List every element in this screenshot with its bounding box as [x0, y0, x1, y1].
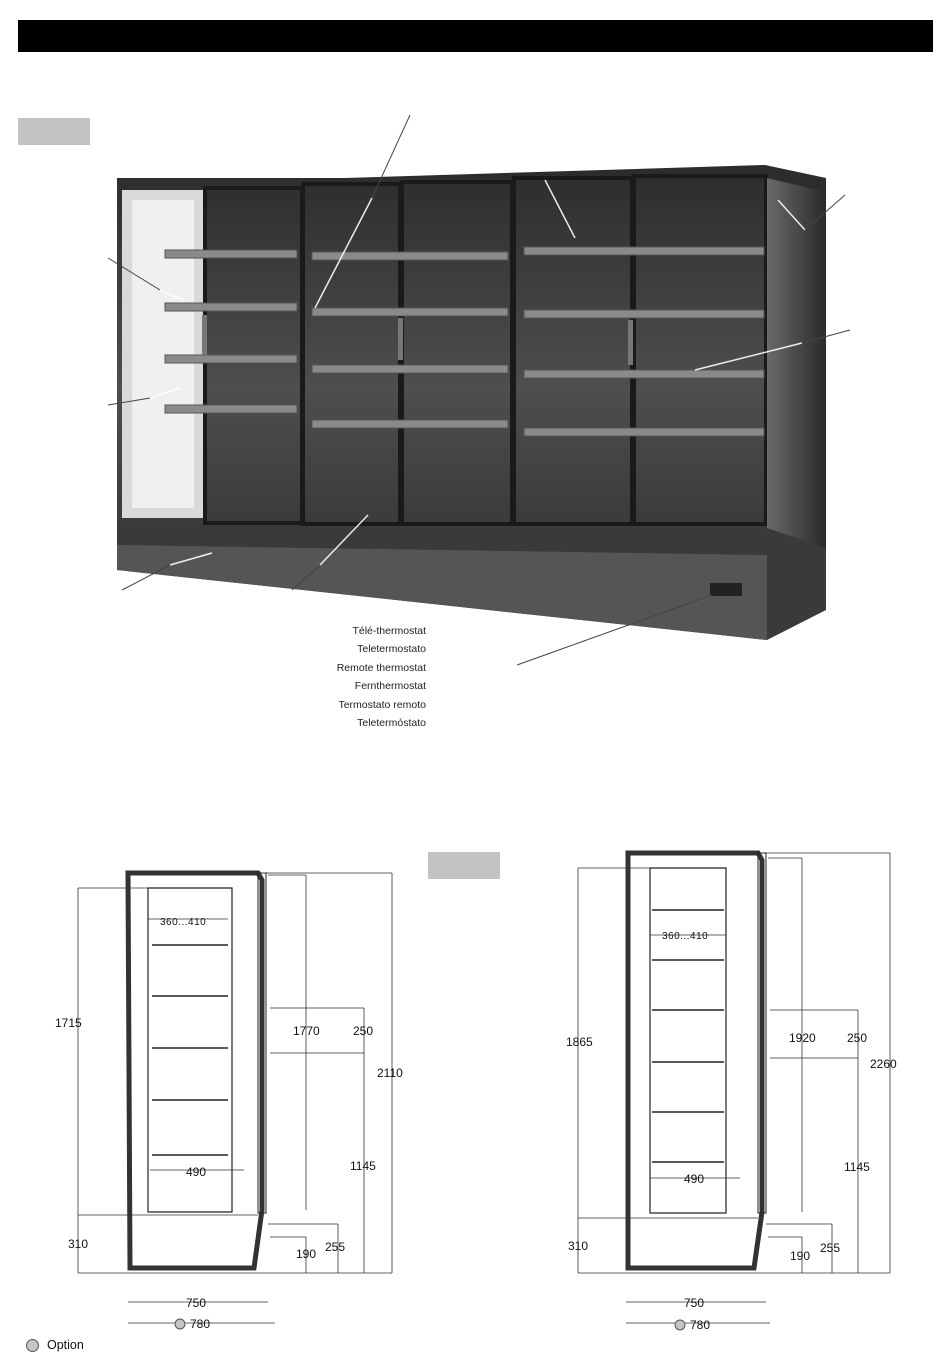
dim-shelf-spacing: 360...410	[662, 931, 709, 942]
cross-section-right	[500, 840, 940, 1340]
dim-780: 780	[690, 1318, 711, 1332]
header-bar	[18, 20, 933, 52]
dim-base-upper: 1145	[350, 1159, 376, 1173]
dim-780: 780	[190, 1317, 211, 1331]
dim-total-height: 2110	[377, 1066, 403, 1080]
dim-interior-height: 1715	[55, 1016, 82, 1030]
dim-base-upper: 1145	[844, 1160, 870, 1174]
dim-190: 190	[790, 1249, 811, 1263]
dim-total-height: 2260	[870, 1057, 897, 1071]
dim-base: 310	[568, 1239, 589, 1253]
dim-750: 750	[684, 1296, 705, 1310]
remote-thermostat-labels	[300, 622, 426, 732]
thermostat-label-fr: Télé-thermostat	[352, 625, 426, 637]
legend	[26, 1338, 84, 1352]
dim-255: 255	[820, 1241, 841, 1255]
option-dot-icon	[26, 1339, 39, 1352]
dim-inner-depth: 490	[186, 1165, 207, 1179]
display-cabinet-illustration	[0, 100, 950, 740]
dim-750: 750	[186, 1296, 207, 1310]
thermostat-label-es: Teletermóstato	[357, 717, 426, 730]
dim-base: 310	[68, 1237, 89, 1251]
thermostat-label-it2: Termostato remoto	[338, 698, 426, 711]
dim-190: 190	[296, 1247, 317, 1261]
thermostat-label-en: Remote thermostat	[336, 661, 426, 674]
section-tag-bottom	[428, 852, 500, 879]
dim-door: 250	[847, 1031, 868, 1045]
legend-label: Option	[47, 1338, 84, 1352]
thermostat-label-it: Teletermostato	[357, 643, 426, 656]
dim-inner-depth: 490	[684, 1172, 705, 1186]
dim-interior-height: 1865	[566, 1035, 593, 1049]
dim-height-mid: 1920	[789, 1031, 816, 1045]
dim-shelf-spacing: 360...410	[160, 917, 207, 928]
thermostat-label-de: Fernthermostat	[354, 680, 426, 693]
dim-door: 250	[353, 1024, 374, 1038]
dim-255: 255	[325, 1240, 346, 1254]
dim-height-mid: 1770	[293, 1024, 320, 1038]
cross-section-left	[0, 840, 420, 1340]
